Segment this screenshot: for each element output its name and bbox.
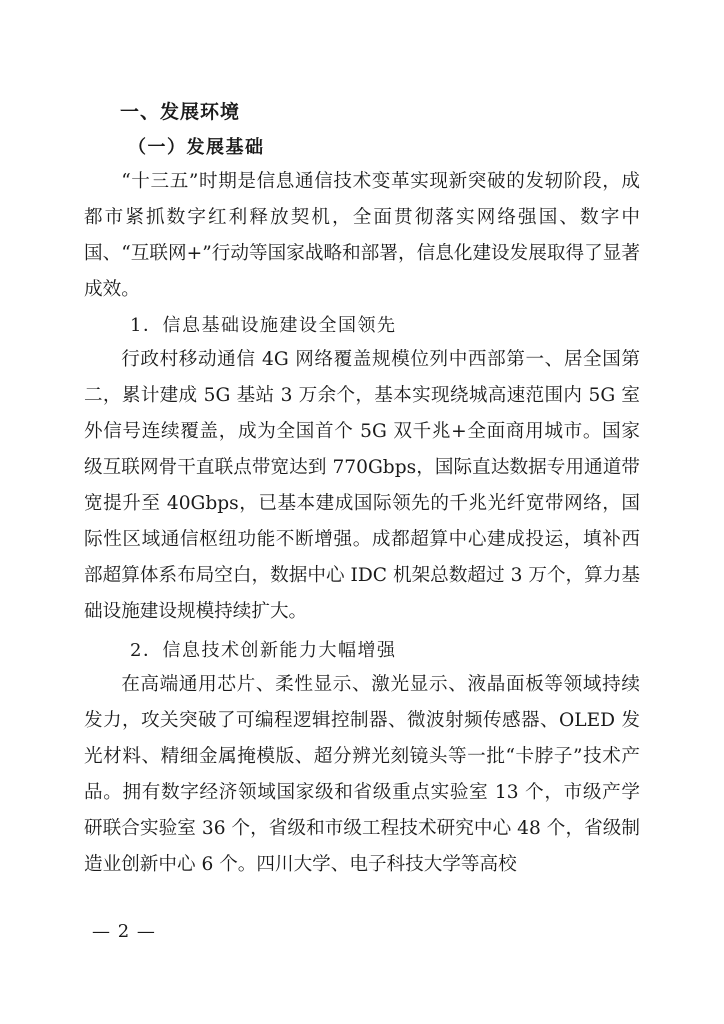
item1-paragraph: 行政村移动通信 4G 网络覆盖规模位列中西部第一、居全国第二，累计建成 5G 基站 3 万余个，基本实现绕城高速范围内 5G 室外信号连续覆盖，成为全国首个 5G 双千兆+全面商用城市。国家级互联网骨干直联点带宽达到 770Gbps，国际直达数据专用通道带宽提升至 40Gbps，已基本建成国际领先的千兆光纤宽带网络，国际性区域通信枢纽功能不断增强。成都超算中心建成投运，填补西部超算体系布局空白，数据中心 IDC 机架总数超过 3 万个，算力基础设施建设规模持续扩大。: [84, 349, 640, 622]
section-heading: 一、发展环境: [120, 101, 241, 123]
page-number: — 2 —: [92, 921, 156, 942]
intro-paragraph: “十三五”时期是信息通信技术变革实现新突破的发轫阶段，成都市紧抓数字红利释放契机，全面贯彻落实网络强国、数字中国、“互联网+”行动等国家战略和部署，信息化建设发展取得了显著成效。: [84, 171, 640, 300]
item1-title: 1．信息基础设施建设全国领先: [130, 315, 397, 336]
subsection-heading: （一）发展基础: [128, 137, 265, 158]
item2-title: 2．信息技术创新能力大幅增强: [130, 640, 397, 661]
item2-paragraph: 在高端通用芯片、柔性显示、激光显示、液晶面板等领域持续发力，攻关突破了可编程逻辑控制器、微波射频传感器、OLED 发光材料、精细金属掩模版、超分辨光刻镜头等一批“卡脖子”技术产品。拥有数字经济领域国家级和省级重点实验室 13 个，市级产学研联合实验室 36 个，省级和市级工程技术研究中心 48 个，省级制造业创新中心 6 个。四川大学、电子科技大学等高校: [84, 674, 640, 875]
